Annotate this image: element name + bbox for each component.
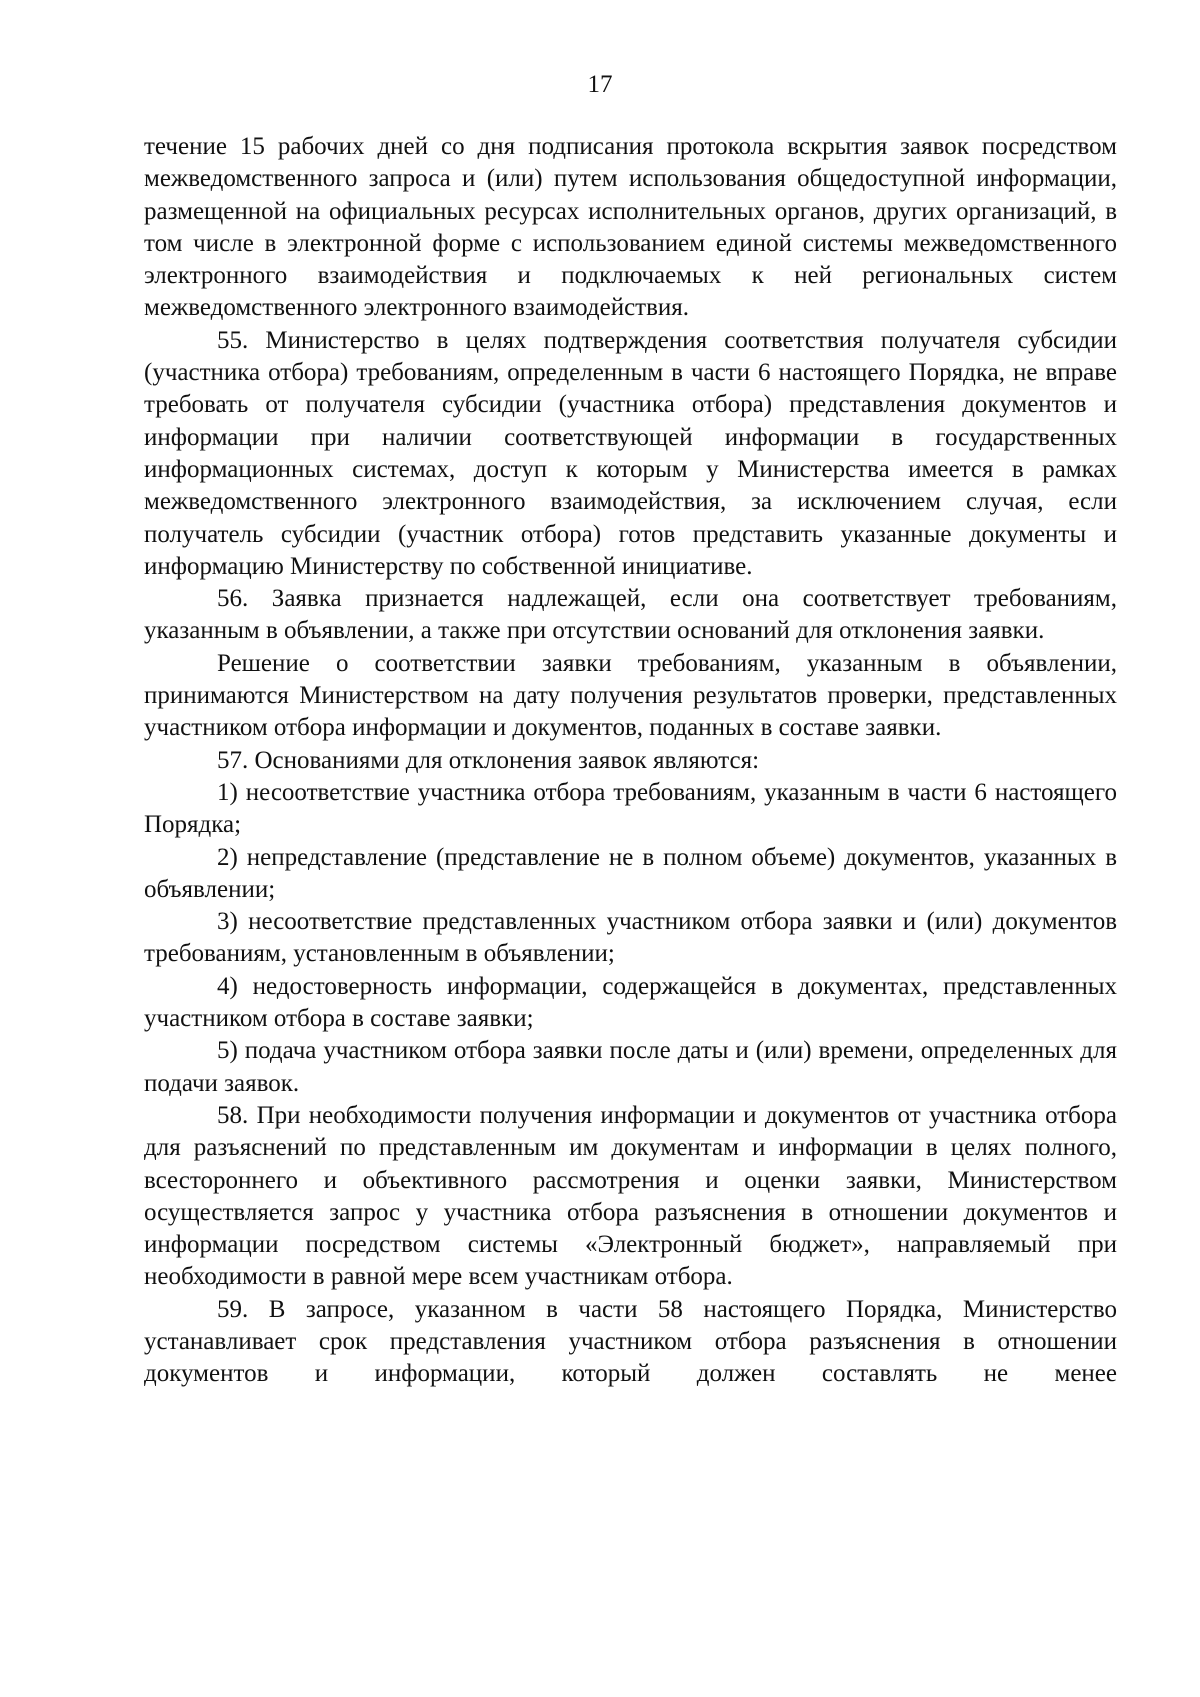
list-item-5: 5) подача участником отбора заявки после даты и (или) времени, определенных для подачи заявок. xyxy=(144,1037,1117,1097)
list-item-3: 3) несоответствие представленных участником отбора заявки и (или) документов требованиям, установленным в объявлении; xyxy=(144,908,1117,968)
paragraph-58: 58. При необходимости получения информации и документов от участника отбора для разъяснений по представленным им документам и информации в целях полного, всестороннего и объективного рассмотрения и оценки заявки, Министерством осуществляется запрос у участника отбора разъяснения в отношении документов и информации посредством системы «Электронный бюджет», направляемый при необходимости в равной мере всем участникам отбора. xyxy=(144,1101,1117,1291)
list-item-1: 1) несоответствие участника отбора требованиям, указанным в части 6 настоящего Порядка; xyxy=(144,778,1117,839)
list-item-4: 4) недостоверность информации, содержащейся в документах, представленных участником отбора в составе заявки; xyxy=(144,972,1117,1033)
paragraph-56: 56. Заявка признается надлежащей, если она соответствует требованиям, указанным в объявлении, а также при отсутствии оснований для отклонения заявки. xyxy=(144,585,1117,645)
paragraph-continuation: течение 15 рабочих дней со дня подписания протокола вскрытия заявок посредством межведомственного запроса и (или) путем использования общедоступной информации, размещенной на официальных ресурсах исполнительных органов, других организаций, в том числе в электронной форме с использованием единой системы межведомственного электронного взаимодействия и подключаемых к ней региональных систем межведомственного электронного взаимодействия. xyxy=(144,133,1117,322)
page-number: 17 xyxy=(587,71,613,98)
list-item-2: 2) непредставление (представление не в полном объеме) документов, указанных в объявлении; xyxy=(144,843,1117,903)
paragraph-59: 59. В запросе, указанном в части 58 настоящего Порядка, Министерство устанавливает срок представления участником отбора разъяснения в отношении документов и информации, который должен составлять не менее xyxy=(144,1295,1117,1388)
paragraph-decision: Решение о соответствии заявки требованиям, указанным в объявлении, принимаются Министерством на дату получения результатов проверки, представленных участником отбора информации и документов, поданных в составе заявки. xyxy=(144,649,1117,742)
paragraph-57: 57. Основаниями для отклонения заявок являются: xyxy=(217,746,760,774)
document-body xyxy=(144,131,1117,1391)
paragraph-55: 55. Министерство в целях подтверждения соответствия получателя субсидии (участника отбора) требованиям, определенным в части 6 настоящего Порядка, не вправе требовать от получателя субсидии (участника отбора) представления документов и информации при наличии соответствующей информации в государственных информационных системах, доступ к которым у Министерства имеется в рамках межведомственного электронного взаимодействия, за исключением случая, если получатель субсидии (участник отбора) готов представить указанные документы и информацию Министерству по собственной инициативе. xyxy=(144,326,1117,580)
